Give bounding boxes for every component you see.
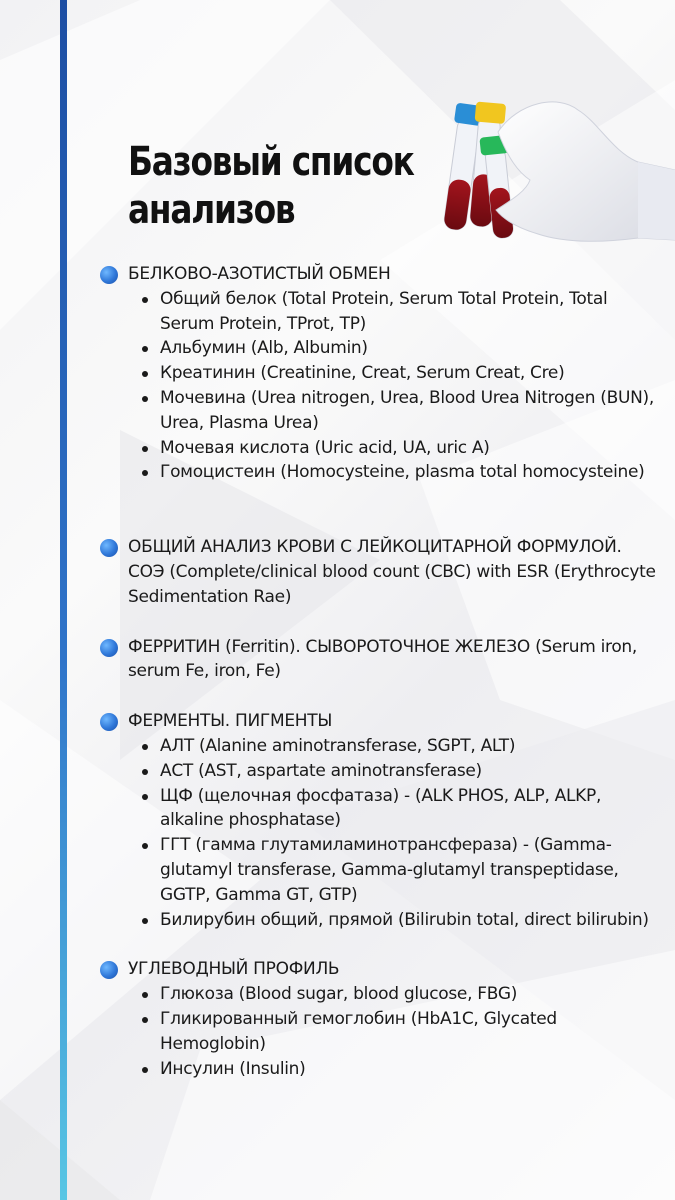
section-heading: ФЕРРИТИН (Ferritin). СЫВОРОТОЧНОЕ ЖЕЛЕЗО (Serum iron, serum Fe, iron, Fe) [128,636,637,682]
section-heading: БЕЛКОВО-АЗОТИСТЫЙ ОБМЕН [128,264,391,284]
list-item: ЩФ (щелочная фосфатаза) - (ALK PHOS, ALP, ALKP, alkaline phosphatase) [128,784,656,834]
section-heading: ФЕРМЕНТЫ. ПИГМЕНТЫ [128,711,333,732]
list-item: АСТ (AST, aspartate aminotransferase) [128,759,656,784]
section-blood-count [96,535,656,609]
bullet-dot-icon [100,961,118,979]
list-item: Инсулин (Insulin) [128,1057,656,1082]
analysis-list [96,262,656,1081]
side-accent-bar [60,0,67,1200]
page-title: Базовый список анализов [128,139,414,233]
section-items [128,982,656,1081]
list-item: Гомоцистеин (Homocysteine, plasma total homocysteine) [128,460,656,485]
list-item: ГГТ (гамма глутамиламинотрансфераза) - (Gamma-glutamyl transferase, Gamma-glutamyl transpeptidase, GGTP, Gamma GT, GTP) [128,833,656,907]
section-heading: УГЛЕВОДНЫЙ ПРОФИЛЬ [128,959,340,980]
list-item: Альбумин (Alb, Albumin) [128,336,656,361]
bullet-dot-icon [100,713,118,731]
section-protein-nitrogen [96,262,656,485]
bullet-dot-icon [100,266,118,284]
list-item: Мочевая кислота (Uric acid, UA, uric A) [128,436,656,461]
section-carbohydrate-profile [96,957,656,1081]
list-item: Гликированный гемоглобин (HbA1C, Glycated Hemoglobin) [128,1007,656,1057]
bullet-dot-icon [100,639,118,657]
list-item: Билирубин общий, прямой (Bilirubin total, direct bilirubin) [128,908,656,933]
test-tubes-hand-image [438,92,675,250]
list-item: АЛТ (Alanine aminotransferase, SGPT, ALT) [128,734,656,759]
section-enzymes-pigments [96,709,656,932]
list-item: Общий белок (Total Protein, Serum Total Protein, Total Serum Protein, TProt, TP) [128,287,656,337]
list-item: Креатинин (Creatinine, Creat, Serum Creat, Cre) [128,361,656,386]
list-item: Глюкоза (Blood sugar, blood glucose, FBG) [128,982,656,1007]
section-ferritin-iron [96,635,656,685]
section-heading: ОБЩИЙ АНАЛИЗ КРОВИ С ЛЕЙКОЦИТАРНОЙ ФОРМУЛОЙ. СОЭ (Complete/clinical blood count (CBC) with ESR (Erythrocyte Sedimentation Rae) [128,537,656,607]
list-item: Мочевина (Urea nitrogen, Urea, Blood Urea Nitrogen (BUN), Urea, Plasma Urea) [128,386,656,436]
section-items [128,287,656,485]
bullet-dot-icon [100,539,118,557]
section-items [128,734,656,932]
